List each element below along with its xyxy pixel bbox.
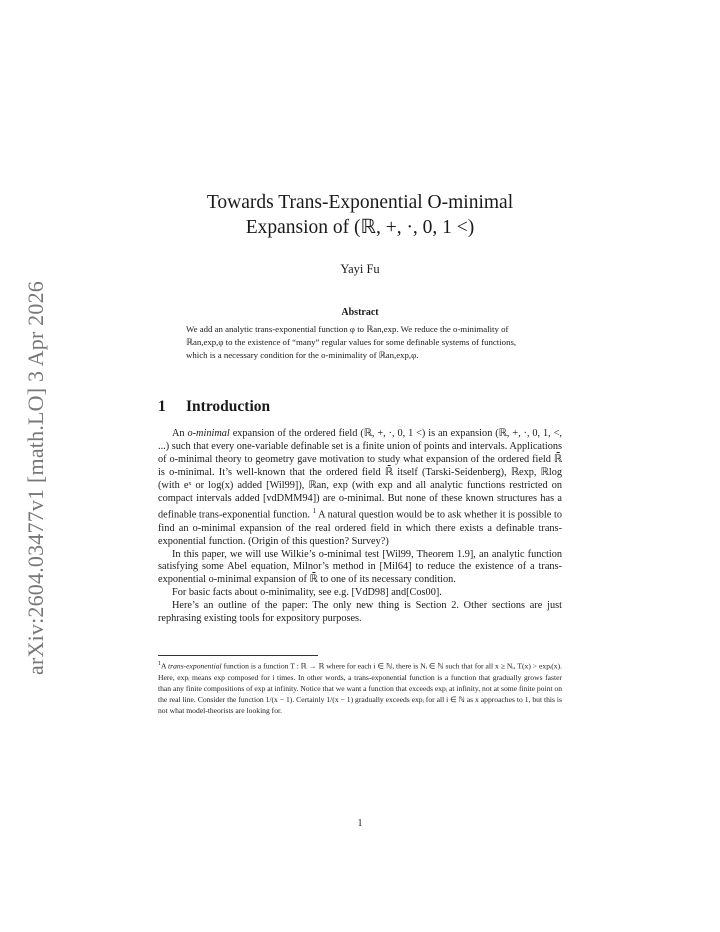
section-heading: [158, 398, 578, 416]
abstract-text: We add an analytic trans-exponential function φ to ℝan,exp. We reduce the o-minimality of ℝan,exp,φ to the existence of “many” regular values for some definable systems of functions, which is a necessary condition for the o-minimality of ℝan,exp,φ.: [186, 324, 517, 361]
author-name: Yayi Fu: [340, 262, 380, 276]
page-number: 1: [357, 818, 363, 829]
paragraph-1: An o-minimal expansion of the ordered field (ℝ, +, ·, 0, 1 <) is an expansion (ℝ, +, ·, 0, 1, <, ...) such that every one-variable definable set is a finite union of points and intervals. Applications of o-minimal theory to geometry gave motivation to study what expansion of the ordered field ℝ̄ is o-minimal. It’s well-known that the ordered field ℝ̄ itself (Tarski-Seidenberg), ℝexp, ℝlog (with eˣ or log(x) added [Wil99]), ℝan, exp (with exp and all analytic functions restricted on compact intervals added [vdDMM94]) are o-minimal. But none of these known structures has a definable trans-exponential function. $^1$ A natural question would be to ask whether it is possible to find an o-minimal expansion of the real ordered field in which there exists a definable trans-exponential function. (Origin of this question? Survey?): [158, 428, 562, 547]
footnote-divider: [158, 655, 318, 656]
paragraph-4: Here’s an outline of the paper: The only new thing is Section 2. Other sections are just rephrasing existing tools for expository purposes.: [158, 600, 562, 625]
emphasis-trans-exponential: trans-exponential: [168, 661, 222, 671]
footnote-reference[interactable]: 1: [312, 507, 317, 516]
introduction-body: [158, 428, 562, 626]
paper-title-line-2: Expansion of (ℝ, +, ·, 0, 1 <): [245, 217, 475, 238]
arxiv-identifier: arXiv:2604.03477v1 [math.LO] 3 Apr 2026: [23, 281, 48, 675]
paragraph-2: In this paper, we will use Wilkie’s o-minimal test [Wil99, Theorem 1.9], an analytic function satisfying some Abel equation, Milnor’s method in [Mil64] to reduce the existence of a trans-exponential o-minimal expansion of ℝ̄ to one of its necessary condition.: [158, 548, 562, 586]
footnote-mark: 1: [158, 661, 161, 667]
paragraph-3: For basic facts about o-minimality, see e.g. [VdD98] and[Cos00].: [172, 587, 442, 599]
emphasis-o-minimal: o-minimal: [187, 428, 230, 439]
paper-title-line-1: Towards Trans-Exponential O-minimal: [206, 192, 514, 213]
section-title: Introduction: [186, 398, 271, 415]
footnote: $^1$A trans-exponential function is a function T : ℝ → ℝ where for each i ∈ ℕ, there is Nᵢ ∈ ℕ such that for all x ≥ Nᵢ, T(x) > expᵢ(x). Here, expᵢ means exp composed for i times. In other words, a trans-exponential function is a function that gradually grows faster than any finite compositions of exp at infinity. Notice that we want a function that exceeds expᵢ at infinity, not at some finite point on the real line. Consider the function 1/(x − 1). Certainly 1/(x − 1) gradually exceeds expᵢ for all i ∈ ℕ as x approaches to 1, but this is not what model-theorists are looking for.: [158, 661, 563, 716]
section-number: 1: [158, 398, 166, 415]
abstract-heading: Abstract: [341, 307, 379, 318]
